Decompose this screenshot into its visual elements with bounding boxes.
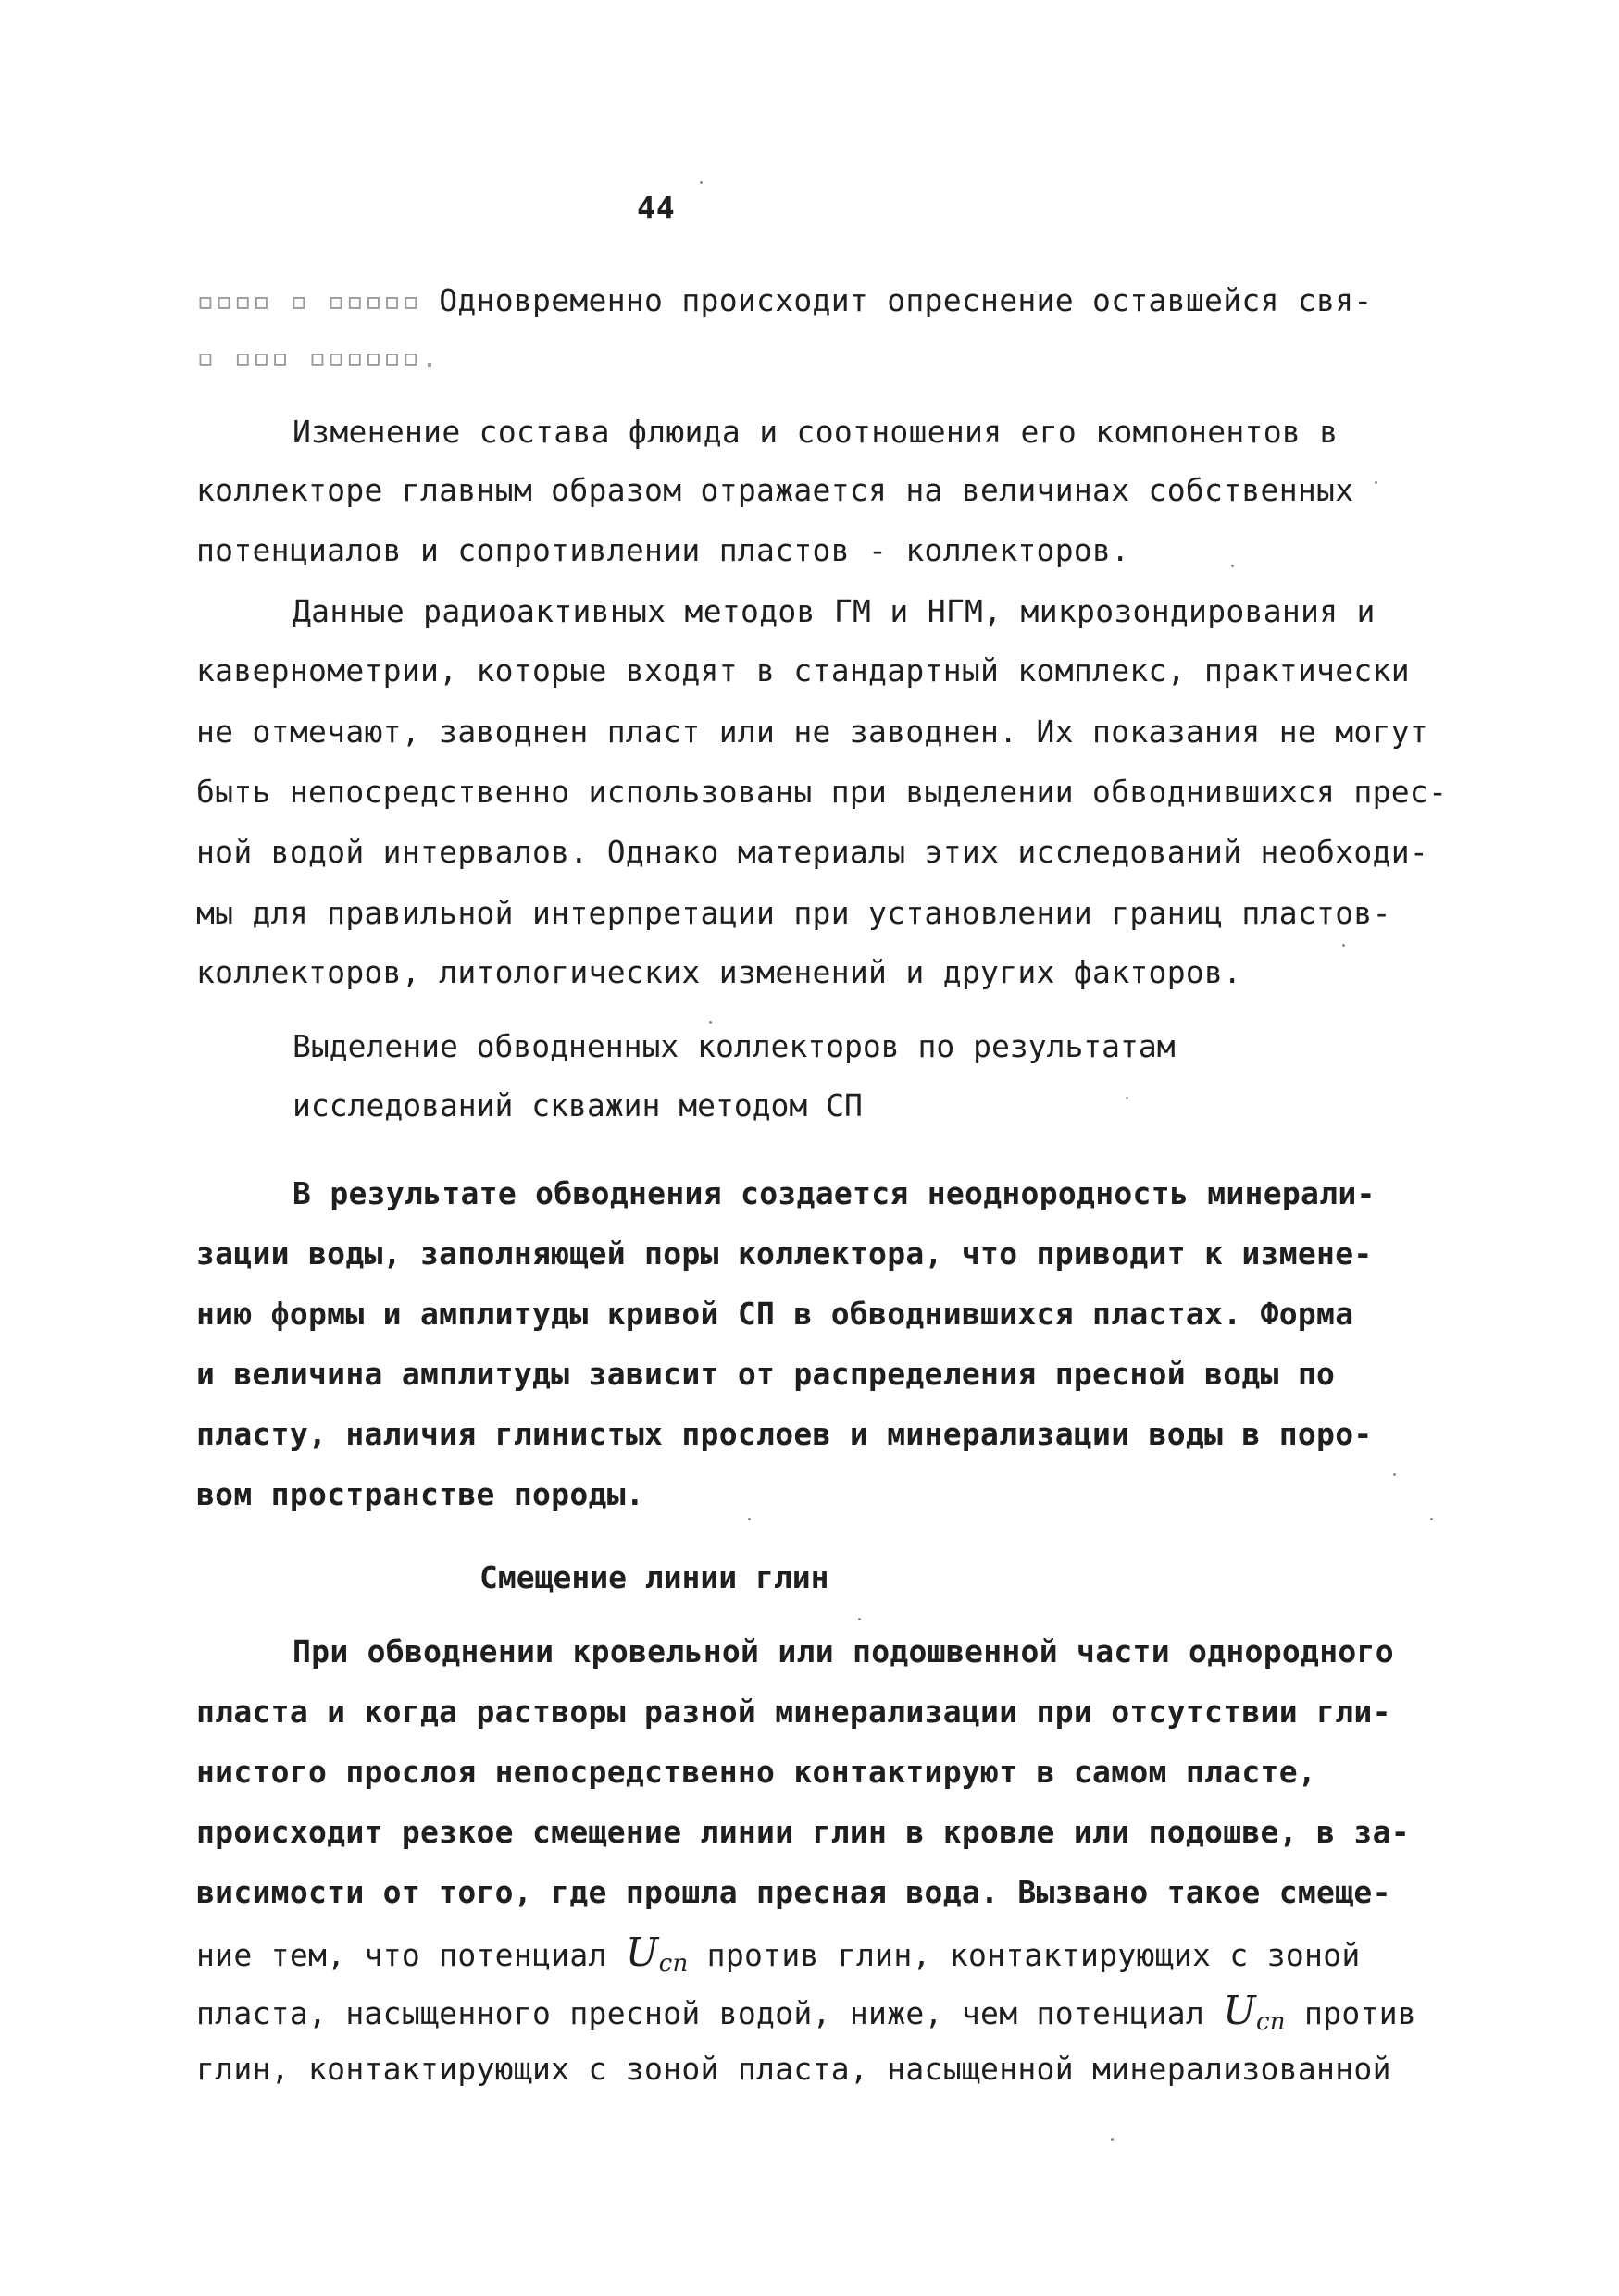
scan-speck [1126, 1097, 1128, 1099]
scan-speck [748, 1518, 751, 1520]
scan-speck [709, 1021, 712, 1024]
scan-speck [1342, 944, 1345, 947]
scan-speck [1393, 1473, 1396, 1476]
text-line: коллекторе главным образом отражается на величинах собственных [196, 472, 1354, 508]
text-fragment: против глин, контактирующих с зоной [706, 1937, 1361, 1973]
text-line: нию формы и амплитуды кривой СП в обводнившихся пластах. Форма [196, 1296, 1354, 1332]
text-line: ной водой интервалов. Однако материалы этих исследований необходи- [196, 834, 1429, 870]
text-line: пласта и когда растворы разной минерализации при отсутствии гли- [196, 1694, 1391, 1730]
text-line: не отмечают, заводнен пласт или не заводнен. Их показания не могут [196, 714, 1429, 750]
text-line: быть непосредственно использованы при выделении обводнившихся прес- [196, 774, 1448, 810]
math-potential-symbol: $U_{сп}$ [625, 1930, 689, 1978]
text-line: и величина амплитуды зависит от распределения пресной воды по [196, 1356, 1336, 1392]
text-line [196, 1988, 1417, 2041]
text-line: глин, контактирующих с зоной пласта, насыщенной минерализованной [196, 2051, 1391, 2087]
text-line: потенциалов и сопротивлении пластов - коллекторов. [196, 532, 1130, 568]
scan-speck [700, 181, 703, 184]
text-fragment: Одновременно происходит опреснение оставшейся свя- [439, 282, 1373, 318]
subsection-heading: Смещение линии глин [479, 1559, 829, 1595]
text-line: Данные радиоактивных методов ГМ и НГМ, микрозондирования и [293, 593, 1376, 629]
page-number: 44 [637, 190, 676, 226]
text-line: нистого прослоя непосредственно контактируют в самом пласте, [196, 1754, 1317, 1790]
scan-speck [1231, 565, 1234, 567]
text-line: висимости от того, где прошла пресная вода. Вызвано такое смеще- [196, 1874, 1391, 1910]
text-line: вом пространстве породы. [196, 1476, 645, 1512]
text-line: мы для правильной интерпретации при установлении границ пластов- [196, 895, 1391, 931]
text-fragment: ние тем, что потенциал [196, 1937, 607, 1973]
section-heading-line: исследований скважин методом СП [293, 1087, 863, 1123]
text-line: При обводнении кровельной или подошвенной части однородного [293, 1633, 1394, 1669]
faded-fragment: ▫▫▫▫ ▫ ▫▫▫▫▫ [196, 282, 440, 318]
text-fragment: против [1304, 1995, 1417, 2031]
text-line [196, 282, 1373, 319]
scan-speck [858, 1618, 861, 1620]
scan-speck [1430, 1518, 1433, 1520]
text-line: Изменение состава флюида и соотношения его компонентов в [293, 414, 1339, 450]
text-line: кавернометрии, которые входят в стандартный комплекс, практически [196, 652, 1410, 689]
section-heading-line: Выделение обводненных коллекторов по результатам [293, 1028, 1176, 1064]
scan-speck [1375, 481, 1377, 484]
text-line [196, 1930, 1361, 1982]
text-line: зации воды, заполняющей поры коллектора, что приводит к измене- [196, 1235, 1373, 1272]
text-fragment: пласта, насыщенного пресной водой, ниже, чем потенциал [196, 1995, 1205, 2031]
scan-speck [1111, 2138, 1114, 2141]
text-line: происходит резкое смещение линии глин в кровле или подошве, в за- [196, 1814, 1410, 1850]
text-line: коллекторов, литологических изменений и других факторов. [196, 954, 1242, 990]
faded-text-line: ▫ ▫▫▫ ▫▫▫▫▫▫. [196, 339, 440, 375]
text-line: пласту, наличия глинистых прослоев и минерализации воды в поро- [196, 1416, 1373, 1452]
text-line: В результате обводнения создается неоднородность минерали- [293, 1175, 1376, 1211]
math-potential-symbol: $U_{сп}$ [1223, 1988, 1286, 2036]
